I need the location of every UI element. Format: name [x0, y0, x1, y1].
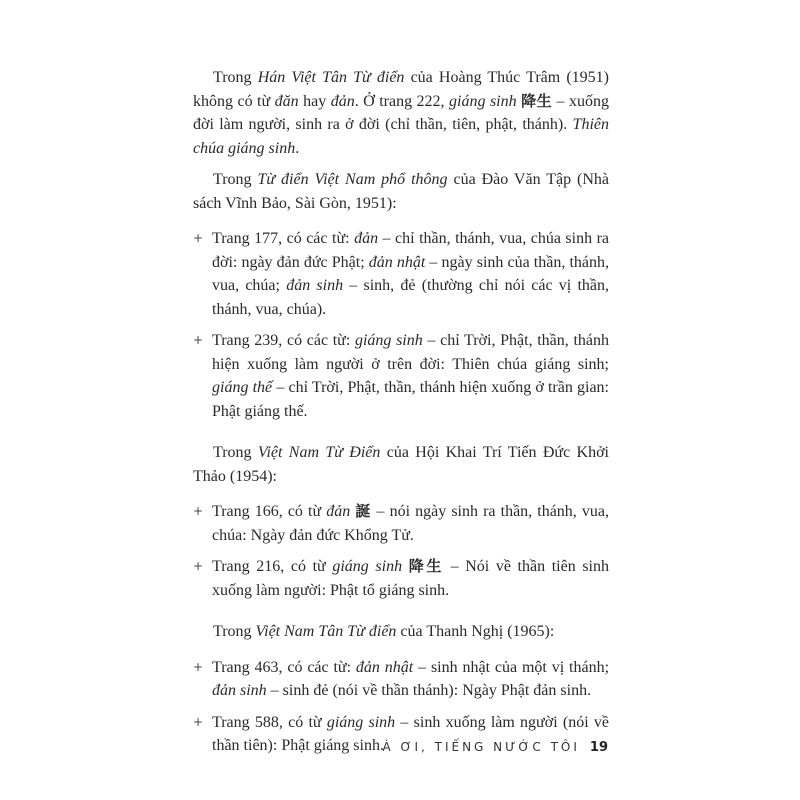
text-run: – nói ngày sinh ra thần, thánh, vua, chúa: Ngày đản đức Khổng Tử.: [212, 503, 609, 544]
text-run: Trong: [213, 171, 258, 188]
italic-term: Thiên chúa giáng sinh: [193, 116, 609, 157]
han-characters: 降生: [408, 557, 444, 575]
plus-bullet-icon: +: [193, 559, 204, 573]
paragraph: [193, 620, 609, 644]
running-title: À ƠI, TIẾNG NƯỚC TÔI: [382, 740, 580, 754]
italic-term: giáng sinh: [326, 713, 396, 731]
italic-term: Hán Việt Tân Từ điển: [257, 69, 405, 86]
text-run: [402, 558, 409, 575]
text-run: Trong: [213, 444, 258, 461]
italic-term: Việt Nam Từ Điển: [257, 444, 381, 461]
text-run: – sinh đẻ (nói về thần thánh): Ngày Phật đản sinh.: [266, 682, 592, 699]
bullet-list: [193, 500, 609, 602]
list-item: [193, 227, 609, 321]
page-number: 19: [589, 740, 608, 755]
list-item: [193, 656, 609, 703]
text-run: – xuống đời làm người, sinh ra ở đời (chỉ thần, tiên, phật, thánh).: [193, 92, 610, 133]
text-run: hay: [298, 92, 331, 110]
text-run: của Hoàng Thúc Trâm (1951) không có từ: [193, 69, 610, 110]
text-run: Trang 216, có từ: [212, 558, 333, 575]
text-run: – sinh, đẻ (thường chỉ nói các vị thần, thánh, vua, chúa).: [212, 277, 610, 318]
han-characters: 降生: [521, 91, 553, 110]
text-run: – chỉ thần, thánh, vua, chúa sinh ra đời: ngày đản đức Phật;: [212, 230, 610, 271]
han-characters: 誕: [355, 502, 372, 520]
italic-term: đăn: [274, 92, 299, 110]
page-body: [193, 66, 609, 766]
text-run: – sinh nhật của một vị thánh;: [413, 658, 610, 676]
plus-bullet-icon: +: [193, 714, 204, 729]
italic-term: giáng sinh: [354, 332, 423, 349]
plus-bullet-icon: +: [193, 333, 204, 347]
text-run: – Nói về thần tiên sinh xuống làm người: Phật tổ giáng sinh.: [212, 558, 610, 599]
text-run: Trang 166, có từ: [212, 503, 327, 520]
text-run: Trong: [213, 623, 256, 640]
italic-term: đản: [330, 92, 355, 110]
plus-bullet-icon: +: [193, 504, 204, 518]
italic-term: giáng sinh: [332, 558, 403, 575]
text-run: .: [295, 139, 300, 157]
bullet-list: [193, 227, 609, 423]
plus-bullet-icon: +: [193, 659, 204, 674]
text-run: . Ở trang 222,: [354, 92, 450, 110]
list-item: [193, 329, 609, 423]
text-run: của Thanh Nghị (1965):: [396, 623, 555, 640]
italic-term: đản nhật: [355, 658, 414, 676]
text-run: Trang 588, có từ: [212, 713, 327, 731]
italic-term: giáng sinh: [449, 92, 517, 110]
text-run: – chỉ Trời, Phật, thần, thánh hiện xuống làm người ở trên đời: Thiên chúa giáng sinh;: [212, 332, 609, 373]
text-run: của Hội Khai Trí Tiến Đức Khởi Thảo (1954):: [193, 444, 609, 485]
text-run: Trang 239, có các từ:: [212, 332, 355, 349]
italic-term: Từ điển Việt Nam phổ thông: [257, 171, 448, 188]
italic-term: đản: [326, 503, 351, 520]
paragraph: [193, 66, 609, 160]
text-run: – ngày sinh của thần, thánh, vua, chúa;: [212, 253, 610, 294]
text-run: Trang 463, có các từ:: [212, 658, 356, 676]
italic-term: đản nhật: [368, 253, 426, 271]
text-run: của Đào Văn Tập (Nhà sách Vĩnh Bảo, Sài Gòn, 1951):: [193, 171, 610, 212]
italic-term: đản sinh: [212, 682, 267, 699]
italic-term: đản: [354, 230, 379, 247]
italic-term: giáng thế: [212, 379, 273, 396]
list-item: [193, 555, 609, 602]
text-run: Trang 177, có các từ:: [212, 230, 355, 247]
text-run: – sinh xuống làm người (nói về thần tiên): Phật giáng sinh.: [212, 713, 609, 754]
list-item: [193, 500, 609, 547]
plus-bullet-icon: +: [193, 231, 204, 245]
page-footer: [382, 740, 608, 755]
text-run: – chỉ Trời, Phật, thần, thánh hiện xuống ở trần gian: Phật giáng thế.: [212, 379, 609, 420]
paragraph: [193, 441, 609, 488]
text-run: Trong: [213, 69, 258, 86]
paragraph: [193, 168, 609, 215]
italic-term: Việt Nam Tân Từ điển: [255, 623, 397, 640]
italic-term: đản sinh: [286, 277, 344, 294]
